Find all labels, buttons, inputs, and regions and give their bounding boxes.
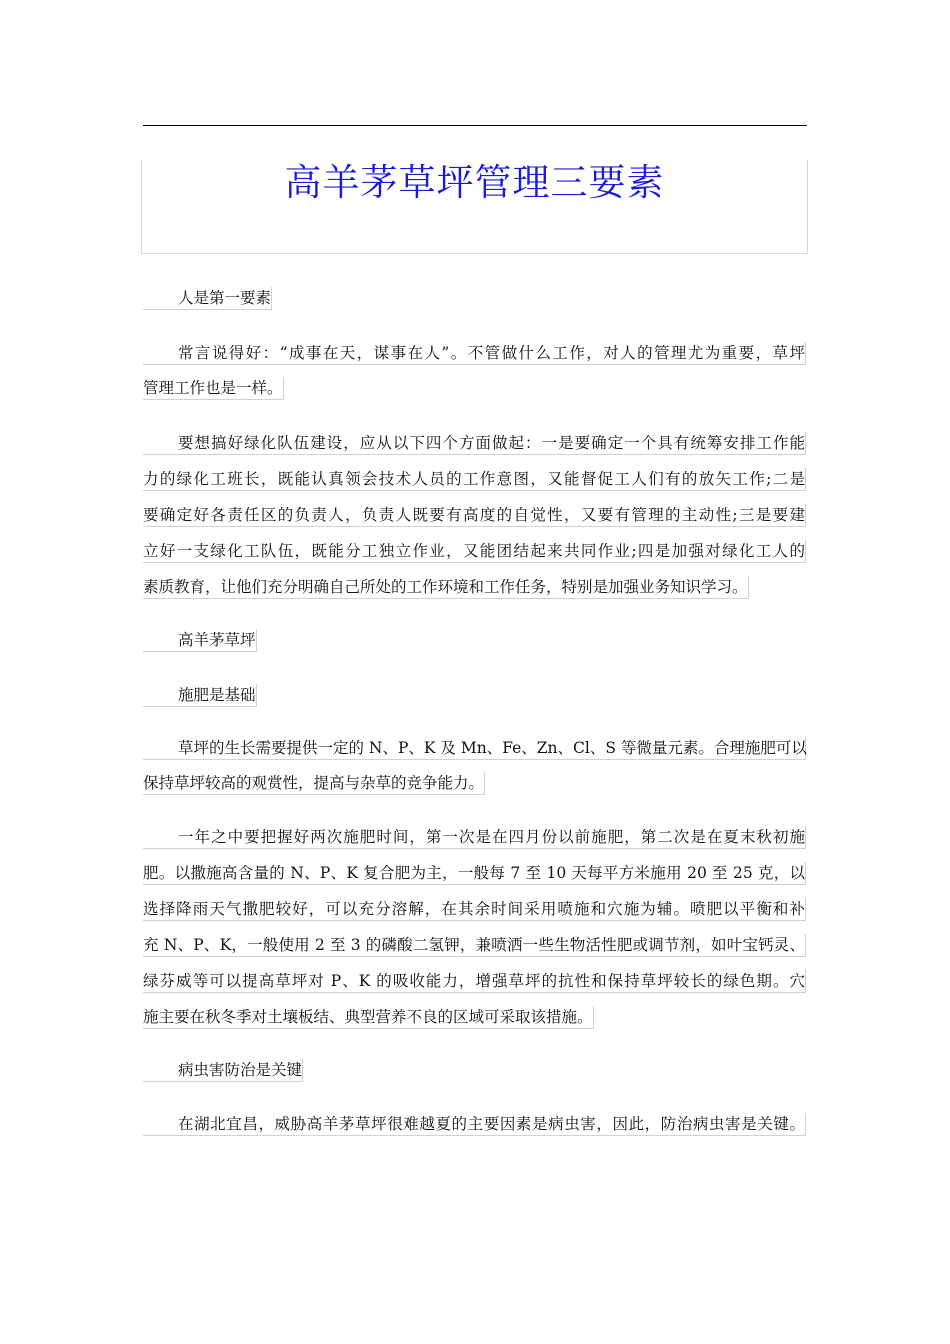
paragraph-line: 素质教育，让他们充分明确自己所处的工作环境和工作任务，特别是加强业务知识学习。 bbox=[143, 576, 749, 599]
paragraph-line: 绿芬威等可以提高草坪对 P、K 的吸收能力，增强草坪的抗性和保持草坪较长的绿色期。穴 bbox=[143, 970, 806, 993]
paragraph-line: 常言说得好：“成事在天，谋事在人”。不管做什么工作，对人的管理尤为重要，草坪 bbox=[143, 342, 806, 365]
paragraph-line: 草坪的生长需要提供一定的 N、P、K 及 Mn、Fe、Zn、Cl、S 等微量元素。合理施肥可以 bbox=[143, 737, 806, 760]
paragraph-line: 力的绿化工班长，既能认真领会技术人员的工作意图，又能督促工人们有的放矢工作;二是 bbox=[143, 468, 806, 491]
paragraph-line: 立好一支绿化工队伍，既能分工独立作业，又能团结起来共同作业;四是加强对绿化工人的 bbox=[143, 540, 806, 563]
section-heading-people: 人是第一要素 bbox=[143, 287, 272, 310]
section-heading-fertilization: 施肥是基础 bbox=[143, 684, 257, 707]
paragraph-line: 充 N、P、K，一般使用 2 至 3 的磷酸二氢钾，兼喷洒一些生物活性肥或调节剂，如叶宝钙灵、 bbox=[143, 934, 806, 957]
paragraph-line: 一年之中要把握好两次施肥时间，第一次是在四月份以前施肥，第二次是在夏末秋初施 bbox=[143, 826, 806, 849]
paragraph-line: 施主要在秋冬季对土壤板结、典型营养不良的区域可采取该措施。 bbox=[143, 1006, 594, 1029]
section-heading-pest-control: 病虫害防治是关键 bbox=[143, 1059, 303, 1082]
paragraph-line: 选择降雨天气撒肥较好，可以充分溶解，在其余时间采用喷施和穴施为辅。喷肥以平衡和补 bbox=[143, 898, 806, 921]
header-rule bbox=[143, 125, 807, 126]
paragraph-line: 要想搞好绿化队伍建设，应从以下四个方面做起：一是要确定一个具有统筹安排工作能 bbox=[143, 432, 806, 455]
title-frame bbox=[141, 160, 808, 254]
section-heading-tall-fescue: 高羊茅草坪 bbox=[143, 629, 257, 652]
paragraph-line: 要确定好各责任区的负责人，负责人既要有高度的自觉性，又要有管理的主动性;三是要建 bbox=[143, 504, 806, 527]
paragraph-line: 管理工作也是一样。 bbox=[143, 377, 284, 400]
paragraph-line: 在湖北宜昌，威胁高羊茅草坪很难越夏的主要因素是病虫害，因此，防治病虫害是关键。 bbox=[143, 1113, 806, 1136]
paragraph-line: 保持草坪较高的观赏性，提高与杂草的竞争能力。 bbox=[143, 772, 485, 795]
paragraph-line: 肥。以撒施高含量的 N、P、K 复合肥为主，一般每 7 至 10 天每平方米施用 20 至 25 克，以 bbox=[143, 862, 806, 885]
page-title: 高羊茅草坪管理三要素 bbox=[284, 161, 665, 204]
